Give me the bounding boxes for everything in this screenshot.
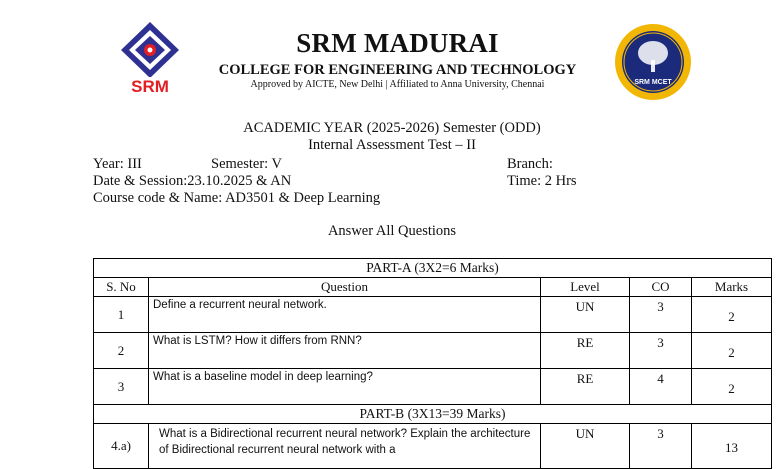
academic-year: ACADEMIC YEAR (2025-2026) Semester (ODD) (243, 120, 541, 136)
row-sno: 4.a) (94, 424, 149, 469)
row-marks: 2 (692, 297, 772, 333)
seal-text: SRM MCET (634, 79, 672, 86)
row-question: What is a baseline model in deep learning? (149, 369, 541, 405)
part-a-heading: PART-A (3X2=6 Marks) (94, 259, 772, 278)
srm-logo-icon (117, 20, 183, 96)
question-table (93, 258, 772, 469)
srm-logo-text: SRM (131, 77, 169, 96)
row-question: What is a Bidirectional recurrent neural network? Explain the architecture of Bidirectional recurrent neural network with a (149, 424, 541, 469)
instructions: Answer All Questions (327, 223, 457, 239)
header-marks: Marks (692, 278, 772, 297)
row-level: RE (541, 369, 630, 405)
institution-subtitle: COLLEGE FOR ENGINEERING AND TECHNOLOGY (218, 62, 577, 78)
row-level: RE (541, 333, 630, 369)
row-sno: 1 (94, 297, 149, 333)
test-name: Internal Assessment Test – II (308, 137, 476, 153)
part-a-heading-row (94, 259, 772, 278)
year-label: Year: III (93, 156, 142, 172)
part-b-heading: PART-B (3X13=39 Marks) (94, 405, 772, 424)
branch-label: Branch: (507, 156, 553, 172)
date-session: Date & Session:23.10.2025 & AN (93, 173, 292, 189)
row-marks: 2 (692, 369, 772, 405)
header-level: Level (541, 278, 630, 297)
row-level: UN (541, 424, 630, 469)
table-header-row (94, 278, 772, 297)
row-marks: 13 (692, 424, 772, 469)
row-marks: 2 (692, 333, 772, 369)
row-co: 3 (630, 297, 692, 333)
row-co: 3 (630, 333, 692, 369)
row-level: UN (541, 297, 630, 333)
row-sno: 2 (94, 333, 149, 369)
table-row (94, 369, 772, 405)
header-sno: S. No (94, 278, 149, 297)
row-question: What is LSTM? How it differs from RNN? (149, 333, 541, 369)
row-co: 4 (630, 369, 692, 405)
semester-label: Semester: V (211, 156, 283, 172)
institution-name: SRM MADURAI (296, 28, 499, 58)
table-row (94, 297, 772, 333)
institution-approval: Approved by AICTE, New Delhi | Affiliated to Anna University, Chennai (250, 79, 545, 90)
table-row (94, 424, 772, 469)
header-question: Question (149, 278, 541, 297)
row-co: 3 (630, 424, 692, 469)
row-question: Define a recurrent neural network. (149, 297, 541, 333)
table-row (94, 333, 772, 369)
srm-mcet-seal-icon (613, 22, 693, 102)
part-b-heading-row (94, 405, 772, 424)
header-co: CO (630, 278, 692, 297)
time-label: Time: 2 Hrs (507, 173, 577, 189)
row-sno: 3 (94, 369, 149, 405)
course-name: Course code & Name: AD3501 & Deep Learning (93, 190, 381, 206)
